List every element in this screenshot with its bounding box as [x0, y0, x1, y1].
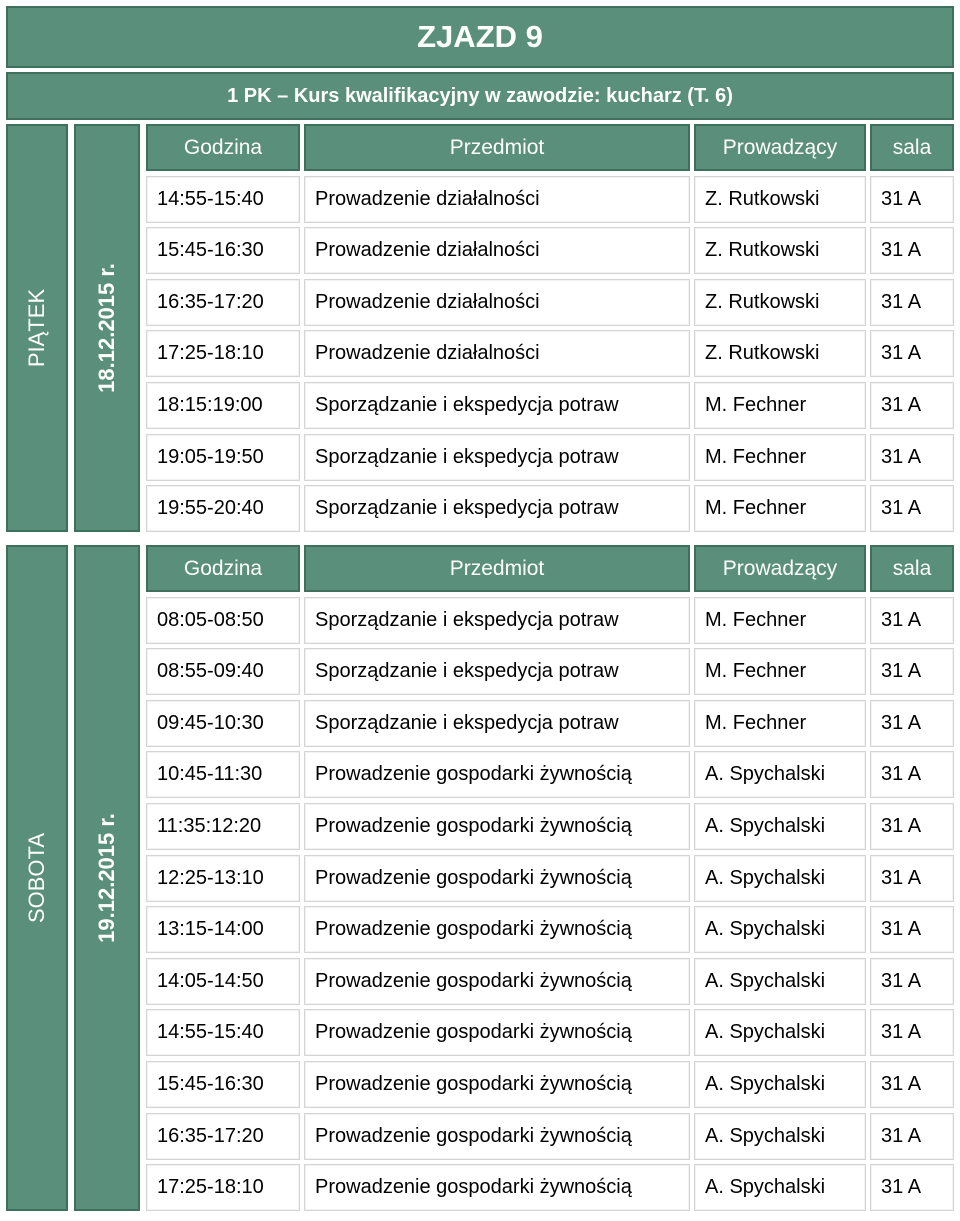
- date-label-cell: [74, 545, 140, 1211]
- row-cell-teacher: A. Spychalski: [694, 1113, 866, 1160]
- row-cell-room: 31 A: [870, 227, 954, 274]
- row-cell-teacher: M. Fechner: [694, 648, 866, 695]
- row-cell-time: 10:45-11:30: [146, 751, 300, 798]
- row-cell-room: 31 A: [870, 958, 954, 1005]
- day-label: SOBOTA: [24, 833, 49, 924]
- row-cell-time: 13:15-14:00: [146, 906, 300, 953]
- row-cell-room: 31 A: [870, 1009, 954, 1056]
- row-cell-room: 31 A: [870, 803, 954, 850]
- row-cell-teacher: M. Fechner: [694, 485, 866, 532]
- row-cell-teacher: M. Fechner: [694, 597, 866, 644]
- column-header-time: Godzina: [146, 124, 300, 171]
- row-cell-room: 31 A: [870, 648, 954, 695]
- row-cell-subject: Prowadzenie gospodarki żywnością: [304, 1061, 690, 1108]
- row-cell-room: 31 A: [870, 434, 954, 481]
- row-cell-teacher: A. Spychalski: [694, 906, 866, 953]
- day-label-cell: [6, 545, 68, 1211]
- row-cell-teacher: M. Fechner: [694, 700, 866, 747]
- row-cell-time: 11:35:12:20: [146, 803, 300, 850]
- row-cell-time: 14:55-15:40: [146, 1009, 300, 1056]
- row-cell-time: 19:05-19:50: [146, 434, 300, 481]
- date-label: 18.12.2015 r.: [94, 263, 119, 393]
- row-cell-time: 09:45-10:30: [146, 700, 300, 747]
- row-cell-time: 12:25-13:10: [146, 855, 300, 902]
- row-cell-subject: Prowadzenie gospodarki żywnością: [304, 803, 690, 850]
- row-cell-room: 31 A: [870, 906, 954, 953]
- row-cell-subject: Prowadzenie działalności: [304, 330, 690, 377]
- row-cell-teacher: Z. Rutkowski: [694, 279, 866, 326]
- day-label: PIĄTEK: [24, 288, 49, 368]
- row-cell-teacher: A. Spychalski: [694, 803, 866, 850]
- row-cell-subject: Prowadzenie gospodarki żywnością: [304, 1009, 690, 1056]
- row-cell-room: 31 A: [870, 176, 954, 223]
- row-cell-time: 16:35-17:20: [146, 279, 300, 326]
- day-label-cell: [6, 124, 68, 532]
- column-header-time: Godzina: [146, 545, 300, 592]
- row-cell-time: 16:35-17:20: [146, 1113, 300, 1160]
- row-cell-teacher: Z. Rutkowski: [694, 176, 866, 223]
- row-cell-time: 17:25-18:10: [146, 1164, 300, 1211]
- column-header-teacher: Prowadzący: [694, 124, 866, 171]
- page-title: ZJAZD 9: [6, 6, 954, 68]
- row-cell-room: 31 A: [870, 751, 954, 798]
- date-label-cell: [74, 124, 140, 532]
- row-cell-teacher: M. Fechner: [694, 382, 866, 429]
- row-cell-subject: Sporządzanie i ekspedycja potraw: [304, 485, 690, 532]
- row-cell-time: 08:55-09:40: [146, 648, 300, 695]
- row-cell-time: 19:55-20:40: [146, 485, 300, 532]
- row-cell-teacher: A. Spychalski: [694, 1009, 866, 1056]
- row-cell-subject: Prowadzenie gospodarki żywnością: [304, 1164, 690, 1211]
- row-cell-subject: Prowadzenie gospodarki żywnością: [304, 906, 690, 953]
- column-header-room: sala: [870, 545, 954, 592]
- row-cell-teacher: A. Spychalski: [694, 855, 866, 902]
- row-cell-time: 14:55-15:40: [146, 176, 300, 223]
- row-cell-teacher: Z. Rutkowski: [694, 227, 866, 274]
- row-cell-subject: Sporządzanie i ekspedycja potraw: [304, 700, 690, 747]
- row-cell-subject: Prowadzenie działalności: [304, 176, 690, 223]
- column-header-room: sala: [870, 124, 954, 171]
- row-cell-subject: Sporządzanie i ekspedycja potraw: [304, 434, 690, 481]
- row-cell-room: 31 A: [870, 485, 954, 532]
- row-cell-teacher: M. Fechner: [694, 434, 866, 481]
- row-cell-time: 08:05-08:50: [146, 597, 300, 644]
- row-cell-subject: Prowadzenie gospodarki żywnością: [304, 751, 690, 798]
- column-header-teacher: Prowadzący: [694, 545, 866, 592]
- row-cell-room: 31 A: [870, 330, 954, 377]
- course-subtitle: 1 PK – Kurs kwalifikacyjny w zawodzie: kucharz (T. 6): [6, 72, 954, 120]
- row-cell-time: 17:25-18:10: [146, 330, 300, 377]
- row-cell-room: 31 A: [870, 279, 954, 326]
- row-cell-room: 31 A: [870, 700, 954, 747]
- row-cell-teacher: A. Spychalski: [694, 1164, 866, 1211]
- row-cell-room: 31 A: [870, 1164, 954, 1211]
- row-cell-teacher: A. Spychalski: [694, 958, 866, 1005]
- row-cell-subject: Prowadzenie gospodarki żywnością: [304, 958, 690, 1005]
- row-cell-subject: Prowadzenie działalności: [304, 227, 690, 274]
- row-cell-teacher: Z. Rutkowski: [694, 330, 866, 377]
- row-cell-room: 31 A: [870, 855, 954, 902]
- row-cell-time: 15:45-16:30: [146, 1061, 300, 1108]
- row-cell-room: 31 A: [870, 1061, 954, 1108]
- row-cell-teacher: A. Spychalski: [694, 1061, 866, 1108]
- row-cell-room: 31 A: [870, 597, 954, 644]
- row-cell-time: 15:45-16:30: [146, 227, 300, 274]
- row-cell-subject: Sporządzanie i ekspedycja potraw: [304, 648, 690, 695]
- row-cell-subject: Prowadzenie gospodarki żywnością: [304, 855, 690, 902]
- row-cell-time: 14:05-14:50: [146, 958, 300, 1005]
- column-header-subject: Przedmiot: [304, 545, 690, 592]
- row-cell-subject: Prowadzenie działalności: [304, 279, 690, 326]
- column-header-subject: Przedmiot: [304, 124, 690, 171]
- row-cell-room: 31 A: [870, 382, 954, 429]
- row-cell-time: 18:15:19:00: [146, 382, 300, 429]
- row-cell-teacher: A. Spychalski: [694, 751, 866, 798]
- row-cell-subject: Sporządzanie i ekspedycja potraw: [304, 382, 690, 429]
- row-cell-subject: Prowadzenie gospodarki żywnością: [304, 1113, 690, 1160]
- row-cell-room: 31 A: [870, 1113, 954, 1160]
- row-cell-subject: Sporządzanie i ekspedycja potraw: [304, 597, 690, 644]
- date-label: 19.12.2015 r.: [94, 813, 119, 943]
